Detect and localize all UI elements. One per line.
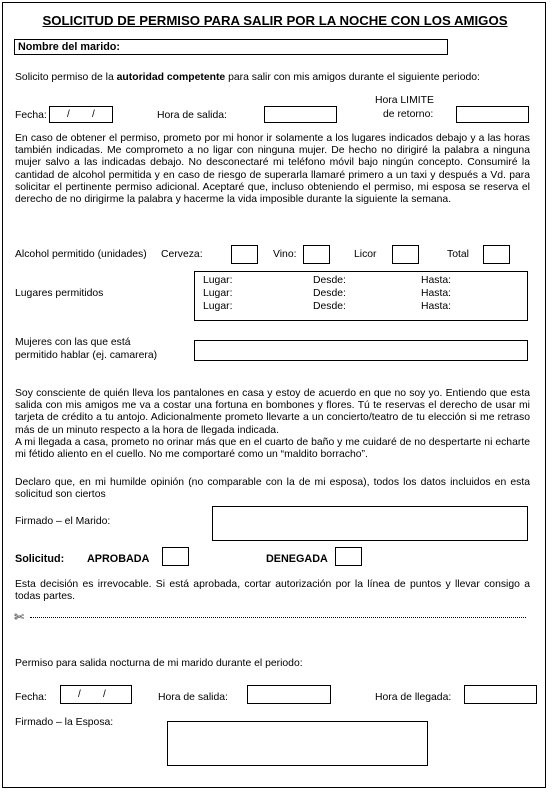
husband-signature-field[interactable] <box>212 506 528 541</box>
place-label: Lugar: <box>203 301 233 312</box>
approved-label: APROBADA <box>87 553 150 565</box>
date-separator-1: / <box>67 109 70 120</box>
denied-checkbox[interactable] <box>335 547 362 566</box>
women-label-1: Mujeres con las que está <box>15 337 131 348</box>
place-label: Lugar: <box>203 288 233 299</box>
coupon-departure-label: Hora de salida: <box>158 692 228 703</box>
liquor-label: Licor <box>354 249 377 260</box>
promise-paragraph: En caso de obtener el permiso, prometo por mi honor ir solamente a los lugares indicados debajo y a las horas también indicadas. Me comprometo a no ligar con ninguna mujer. De hecho no dirigiré la palabra a ninguna mujer salvo a las indicadas debajo. No desconectaré mi teléfono móvil bajo ningún concepto. Consumiré la cantidad de alcohol permitida y en caso de riesgo de superarla llamaré primero a un taxi y después a Vd. para solicitar el pertinente permiso adicional. Aceptaré que, incluso obteniendo el permiso, mi esposa se reserva el derecho de no dirigirme la palabra y hacerme la vida imposible durante la siguiente la semana. <box>15 133 530 206</box>
return-limit-label-2: de retorno: <box>383 109 434 120</box>
wine-field[interactable] <box>303 245 330 264</box>
husband-name-label: Nombre del marido: <box>18 41 120 53</box>
denied-label: DENEGADA <box>266 553 328 565</box>
place-label: Lugar: <box>203 275 233 286</box>
to-label: Hasta: <box>421 301 452 312</box>
to-label: Hasta: <box>421 288 452 299</box>
form-title: SOLICITUD DE PERMISO PARA SALIR POR LA NOCHE CON LOS AMIGOS <box>42 13 508 28</box>
husband-signature-label: Firmado – el Marido: <box>15 516 111 527</box>
coupon-arrival-field[interactable] <box>464 685 537 704</box>
date-separator-2: / <box>92 109 95 120</box>
coupon-date-field[interactable] <box>60 685 132 704</box>
total-label: Total <box>447 249 469 260</box>
intro-suffix: para salir con mis amigos durante el siguiente periodo: <box>225 72 480 83</box>
coupon-date-separator-1: / <box>78 689 81 700</box>
decision-label: Solicitud: <box>15 553 65 565</box>
from-label: Desde: <box>313 301 346 312</box>
places-label: Lugares permitidos <box>15 288 104 299</box>
departure-time-field[interactable] <box>264 106 337 123</box>
wife-signature-field[interactable] <box>167 721 428 766</box>
women-field[interactable] <box>194 340 528 361</box>
approved-checkbox[interactable] <box>162 547 189 566</box>
arrival-paragraph: A mi llegada a casa, prometo no orinar más que en el cuarto de baño y me cuidaré de no despertarte ni echarte mi fétido aliento en el cuello. No me comportaré como un “maldito borracho”. <box>15 437 530 461</box>
liquor-field[interactable] <box>392 245 419 264</box>
place-row <box>203 288 513 300</box>
husband-name-field[interactable] <box>14 39 448 55</box>
intro-prefix: Solicito permiso de la <box>15 72 117 83</box>
coupon-arrival-label: Hora de llegada: <box>375 692 452 703</box>
form-frame <box>2 2 546 788</box>
beer-field[interactable] <box>231 245 258 264</box>
intro-text <box>15 72 480 83</box>
wife-signature-label: Firmado – la Esposa: <box>15 717 114 728</box>
intro-bold: autoridad competente <box>116 72 226 83</box>
return-limit-field[interactable] <box>456 106 529 123</box>
departure-time-label: Hora de salida: <box>157 110 227 121</box>
irrevocable-note: Esta decisión es irrevocable. Si está aprobada, cortar autorización por la línea de puntos y llevar consigo a todas partes. <box>15 579 530 603</box>
coupon-heading: Permiso para salida nocturna de mi marido durante el periodo: <box>15 658 303 669</box>
places-field[interactable] <box>194 271 528 321</box>
date-label: Fecha: <box>15 110 47 121</box>
coupon-date-label: Fecha: <box>15 692 47 703</box>
place-row <box>203 301 513 313</box>
conscience-paragraph: Soy consciente de quién lleva los pantalones en casa y estoy de acuerdo en que no soy yo. Entiendo que esta salida con mis amigos me va a costar una fortuna en bombones y flores. Tú te reservas el derecho de usar mi tarjeta de crédito a tu antojo. Adicionalmente prometo llevarte a un concierto/teatro de tu elección si me retraso más de un minuto respecto a la hora de llegada indicada. <box>15 388 530 436</box>
date-field[interactable] <box>49 106 113 123</box>
from-label: Desde: <box>313 288 346 299</box>
women-label-2: permitido hablar (ej. camarera) <box>15 350 158 361</box>
wine-label: Vino: <box>273 249 297 260</box>
total-field[interactable] <box>483 245 510 264</box>
alcohol-label: Alcohol permitido (unidades) <box>15 249 147 260</box>
coupon-date-separator-2: / <box>103 689 106 700</box>
scissors-icon: ✄ <box>14 610 25 624</box>
to-label: Hasta: <box>421 275 452 286</box>
return-limit-label-1: Hora LIMITE <box>375 95 434 106</box>
from-label: Desde: <box>313 275 346 286</box>
place-row <box>203 275 513 287</box>
coupon-departure-field[interactable] <box>247 685 331 704</box>
declaration-paragraph: Declaro que, en mi humilde opinión (no comparable con la de mi esposa), todos los datos incluidos en esta solicitud son ciertos <box>15 477 530 501</box>
cut-line[interactable] <box>30 617 526 618</box>
beer-label: Cerveza: <box>161 249 203 260</box>
